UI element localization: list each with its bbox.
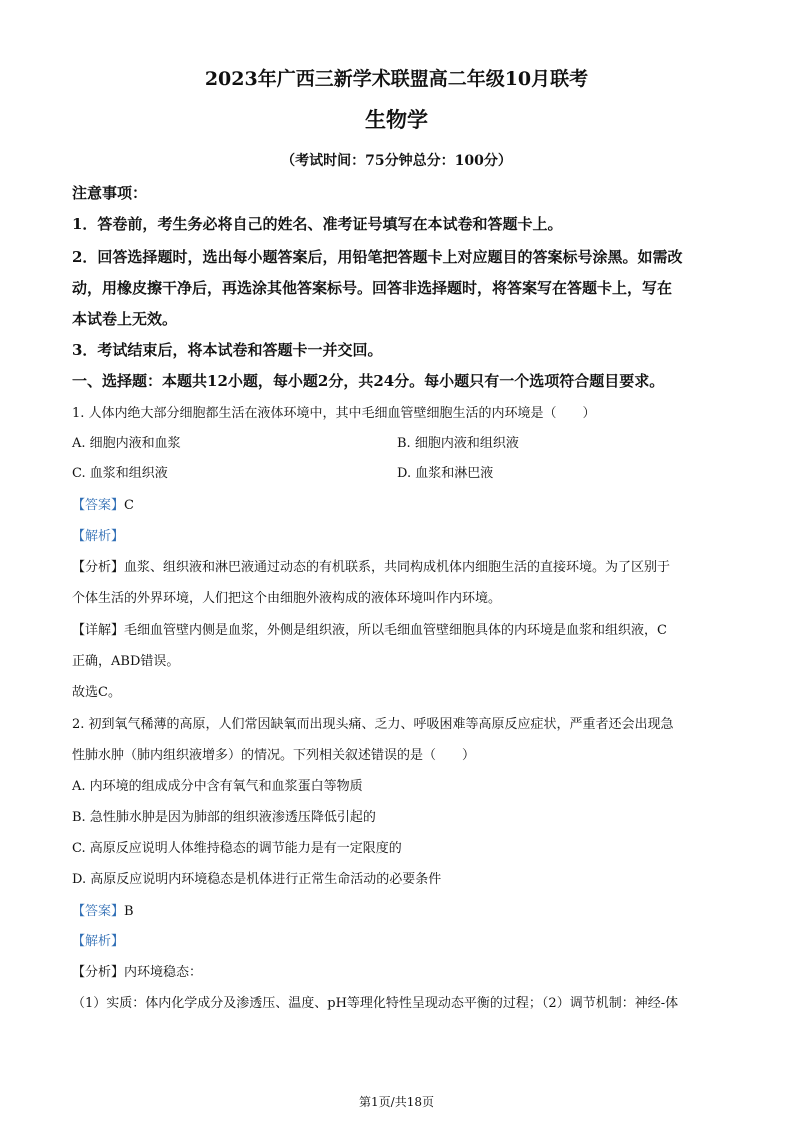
notice-line-1: 1．答卷前，考生务必将自己的姓名、准考证号填写在本试卷和答题卡上。 — [72, 215, 563, 233]
q2-fenxi-line-2: （1）实质：体内化学成分及渗透压、温度、pH等理化特性呈现动态平衡的过程；（2）调节机制：神经-体 — [72, 996, 679, 1011]
q1-option-c: C. 血浆和组织液 — [72, 466, 168, 481]
answer-tag: 【答案】 — [72, 498, 125, 513]
exam-title: 2023年广西三新学术联盟高二年级10月联考 — [204, 68, 589, 90]
q2-option-b: B. 急性肺水肿是因为肺部的组织液渗透压降低引起的 — [72, 810, 376, 825]
q2-option-a: A. 内环境的组成成分中含有氧气和血浆蛋白等物质 — [72, 779, 363, 794]
section-heading: 一、选择题：本题共12小题，每小题2分，共24分。每小题只有一个选项符合题目要求。 — [72, 372, 665, 390]
q1-fenxi-line-2: 个体生活的外界环境，人们把这个由细胞外液构成的液体环境叫作内环境。 — [72, 591, 502, 606]
fenxi-tag: 【分析】 — [72, 965, 125, 980]
q1-xiangjie-line-2: 正确，ABD错误。 — [72, 654, 180, 669]
q1-fenxi-line-1 — [72, 556, 732, 575]
q2-option-c: C. 高原反应说明人体维持稳态的调节能力是有一定限度的 — [72, 841, 402, 856]
subject-title: 生物学 — [365, 107, 428, 132]
q1-xiangjie-text-1: 毛细血管壁内侧是血浆，外侧是组织液，所以毛细血管壁细胞具体的内环境是血浆和组织液，C — [124, 623, 667, 638]
fenxi-tag: 【分析】 — [72, 560, 125, 575]
q1-option-a: A. 细胞内液和血浆 — [72, 436, 181, 451]
q2-fenxi-line-1 — [72, 961, 732, 980]
answer-tag: 【答案】 — [72, 904, 125, 919]
q2-fenxi-text-1: 内环境稳态： — [124, 965, 203, 980]
notice-line-2b: 动，用橡皮擦干净后，再选涂其他答案标号。回答非选择题时，将答案写在答题卡上，写在 — [72, 279, 673, 297]
q2-answer: B — [124, 904, 134, 919]
q1-stem: 1. 人体内绝大部分细胞都生活在液体环境中，其中毛细血管壁细胞生活的内环境是（ ） — [72, 406, 596, 421]
q2-answer-line — [72, 900, 732, 919]
q1-option-d: D. 血浆和淋巴液 — [397, 466, 494, 481]
q1-analysis-tag: 【解析】 — [72, 529, 125, 544]
notice-line-3: 3．考试结束后，将本试卷和答题卡一并交回。 — [72, 341, 383, 359]
q2-stem-1: 2. 初到氧气稀薄的高原，人们常因缺氧而出现头痛、乏力、呼吸困难等高原反应症状，严重者还会出现急 — [72, 717, 674, 732]
q1-option-b: B. 细胞内液和组织液 — [397, 436, 519, 451]
exam-info: （考试时间：75分钟总分：100分） — [281, 153, 512, 169]
notice-line-2c: 本试卷上无效。 — [72, 310, 178, 328]
notice-line-2a: 2．回答选择题时，选出每小题答案后，用铅笔把答题卡上对应题目的答案标号涂黑。如需改 — [72, 248, 683, 266]
q1-answer: C — [124, 498, 134, 513]
xiangjie-tag: 【详解】 — [72, 623, 125, 638]
q1-answer-line — [72, 494, 732, 513]
q1-conclusion: 故选C。 — [72, 685, 121, 700]
q1-fenxi-text-1: 血浆、组织液和淋巴液通过动态的有机联系，共同构成机体内细胞生活的直接环境。为了区别于 — [124, 560, 671, 575]
q2-option-d: D. 高原反应说明内环境稳态是机体进行正常生命活动的必要条件 — [72, 872, 442, 887]
page-number: 第1页/共18页 — [359, 1095, 434, 1109]
q2-analysis-tag: 【解析】 — [72, 934, 125, 949]
notice-heading: 注意事项： — [72, 184, 148, 202]
q1-xiangjie-line-1 — [72, 619, 732, 638]
q2-stem-2: 性肺水肿（肺内组织液增多）的情况。下列相关叙述错误的是（ ） — [72, 748, 476, 763]
